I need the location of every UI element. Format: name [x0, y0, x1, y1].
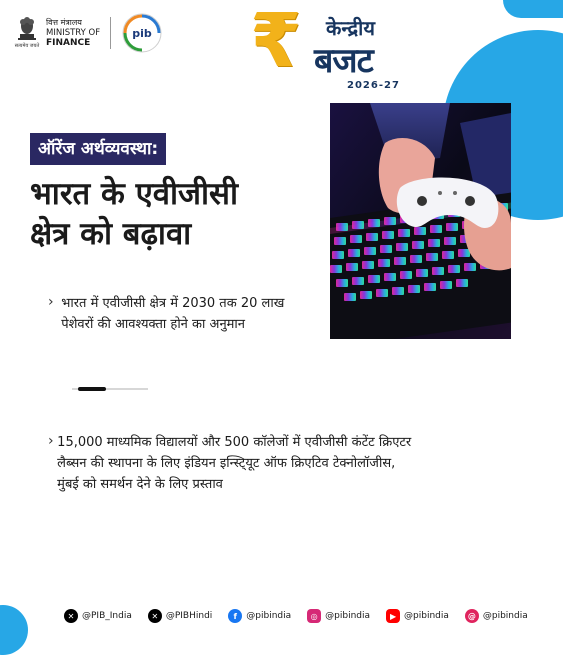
facebook-icon: f	[228, 609, 242, 623]
emblem-caption: सत्यमेव जयते	[14, 43, 40, 49]
header-divider	[110, 17, 111, 49]
title-line-1: भारत के एवीजीसी	[30, 176, 238, 212]
page-title	[30, 174, 330, 254]
chevron-right-icon: ›	[48, 294, 54, 310]
social-handle: @pibindia	[325, 611, 371, 621]
gaming-controller-photo	[330, 103, 511, 339]
title-line-2: क्षेत्र को बढ़ावा	[30, 216, 192, 252]
social-handle: @PIBHindi	[165, 611, 213, 621]
list-item	[48, 432, 418, 495]
social-link-threads[interactable]	[465, 609, 528, 623]
header	[14, 12, 163, 54]
bullet-text: 15,000 माध्यमिक विद्यालयों और 500 कॉलेजों में एवीजीसी कंटेंट क्रिएटर लैब्सन की स्थापना के लिए इंडियन इन्स्टि्यूट ऑफ क्रिएटिव टेक्नोलॉजीस, मुंबई को समर्थन देने के लिए प्रस्ताव	[57, 435, 412, 492]
decorative-corner-top-right	[503, 0, 563, 18]
list-item	[48, 293, 308, 335]
social-link-x-hindi[interactable]	[148, 609, 212, 623]
social-link-instagram[interactable]	[307, 609, 370, 623]
decorative-corner-bottom-left	[0, 605, 28, 655]
ministry-hindi: वित्त मंत्रालय	[46, 18, 82, 27]
svg-text:pib: pib	[132, 27, 152, 40]
ministry-english-line2: FINANCE	[46, 38, 91, 48]
budget-year: 2026-27	[347, 80, 400, 91]
ministry-english-line1: MINISTRY OF	[46, 28, 101, 38]
pib-logo	[121, 12, 163, 54]
ministry-name	[46, 18, 100, 48]
social-handle: @PIB_India	[82, 611, 132, 621]
social-link-youtube[interactable]	[386, 609, 449, 623]
section-divider	[72, 388, 148, 390]
threads-icon: @	[465, 609, 479, 623]
youtube-icon: ▶	[386, 609, 400, 623]
instagram-icon: ◎	[307, 609, 321, 623]
divider-active-segment	[78, 387, 106, 391]
lion-capital-icon	[16, 16, 38, 42]
x-icon: ✕	[64, 609, 78, 623]
social-footer	[64, 609, 528, 623]
social-link-facebook[interactable]	[228, 609, 291, 623]
social-handle: @pibindia	[482, 611, 528, 621]
bullet-text: भारत में एवीजीसी क्षेत्र में 2030 तक 20 लाख पेशेवरों की आवश्यक्ता होने का अनुमान	[61, 296, 285, 332]
social-handle: @pibindia	[246, 611, 292, 621]
budget-logo-top: केन्द्रीय	[326, 16, 375, 40]
x-icon: ✕	[148, 609, 162, 623]
title-tag: ऑरेंज अर्थव्यवस्था:	[30, 133, 166, 165]
social-handle: @pibindia	[404, 611, 449, 621]
social-link-x[interactable]	[64, 609, 132, 623]
rupee-symbol-logo: ₹	[250, 0, 302, 84]
national-emblem-logo	[14, 16, 40, 50]
budget-logo-main: बजट	[314, 41, 373, 81]
chevron-right-icon: ›	[48, 433, 54, 449]
